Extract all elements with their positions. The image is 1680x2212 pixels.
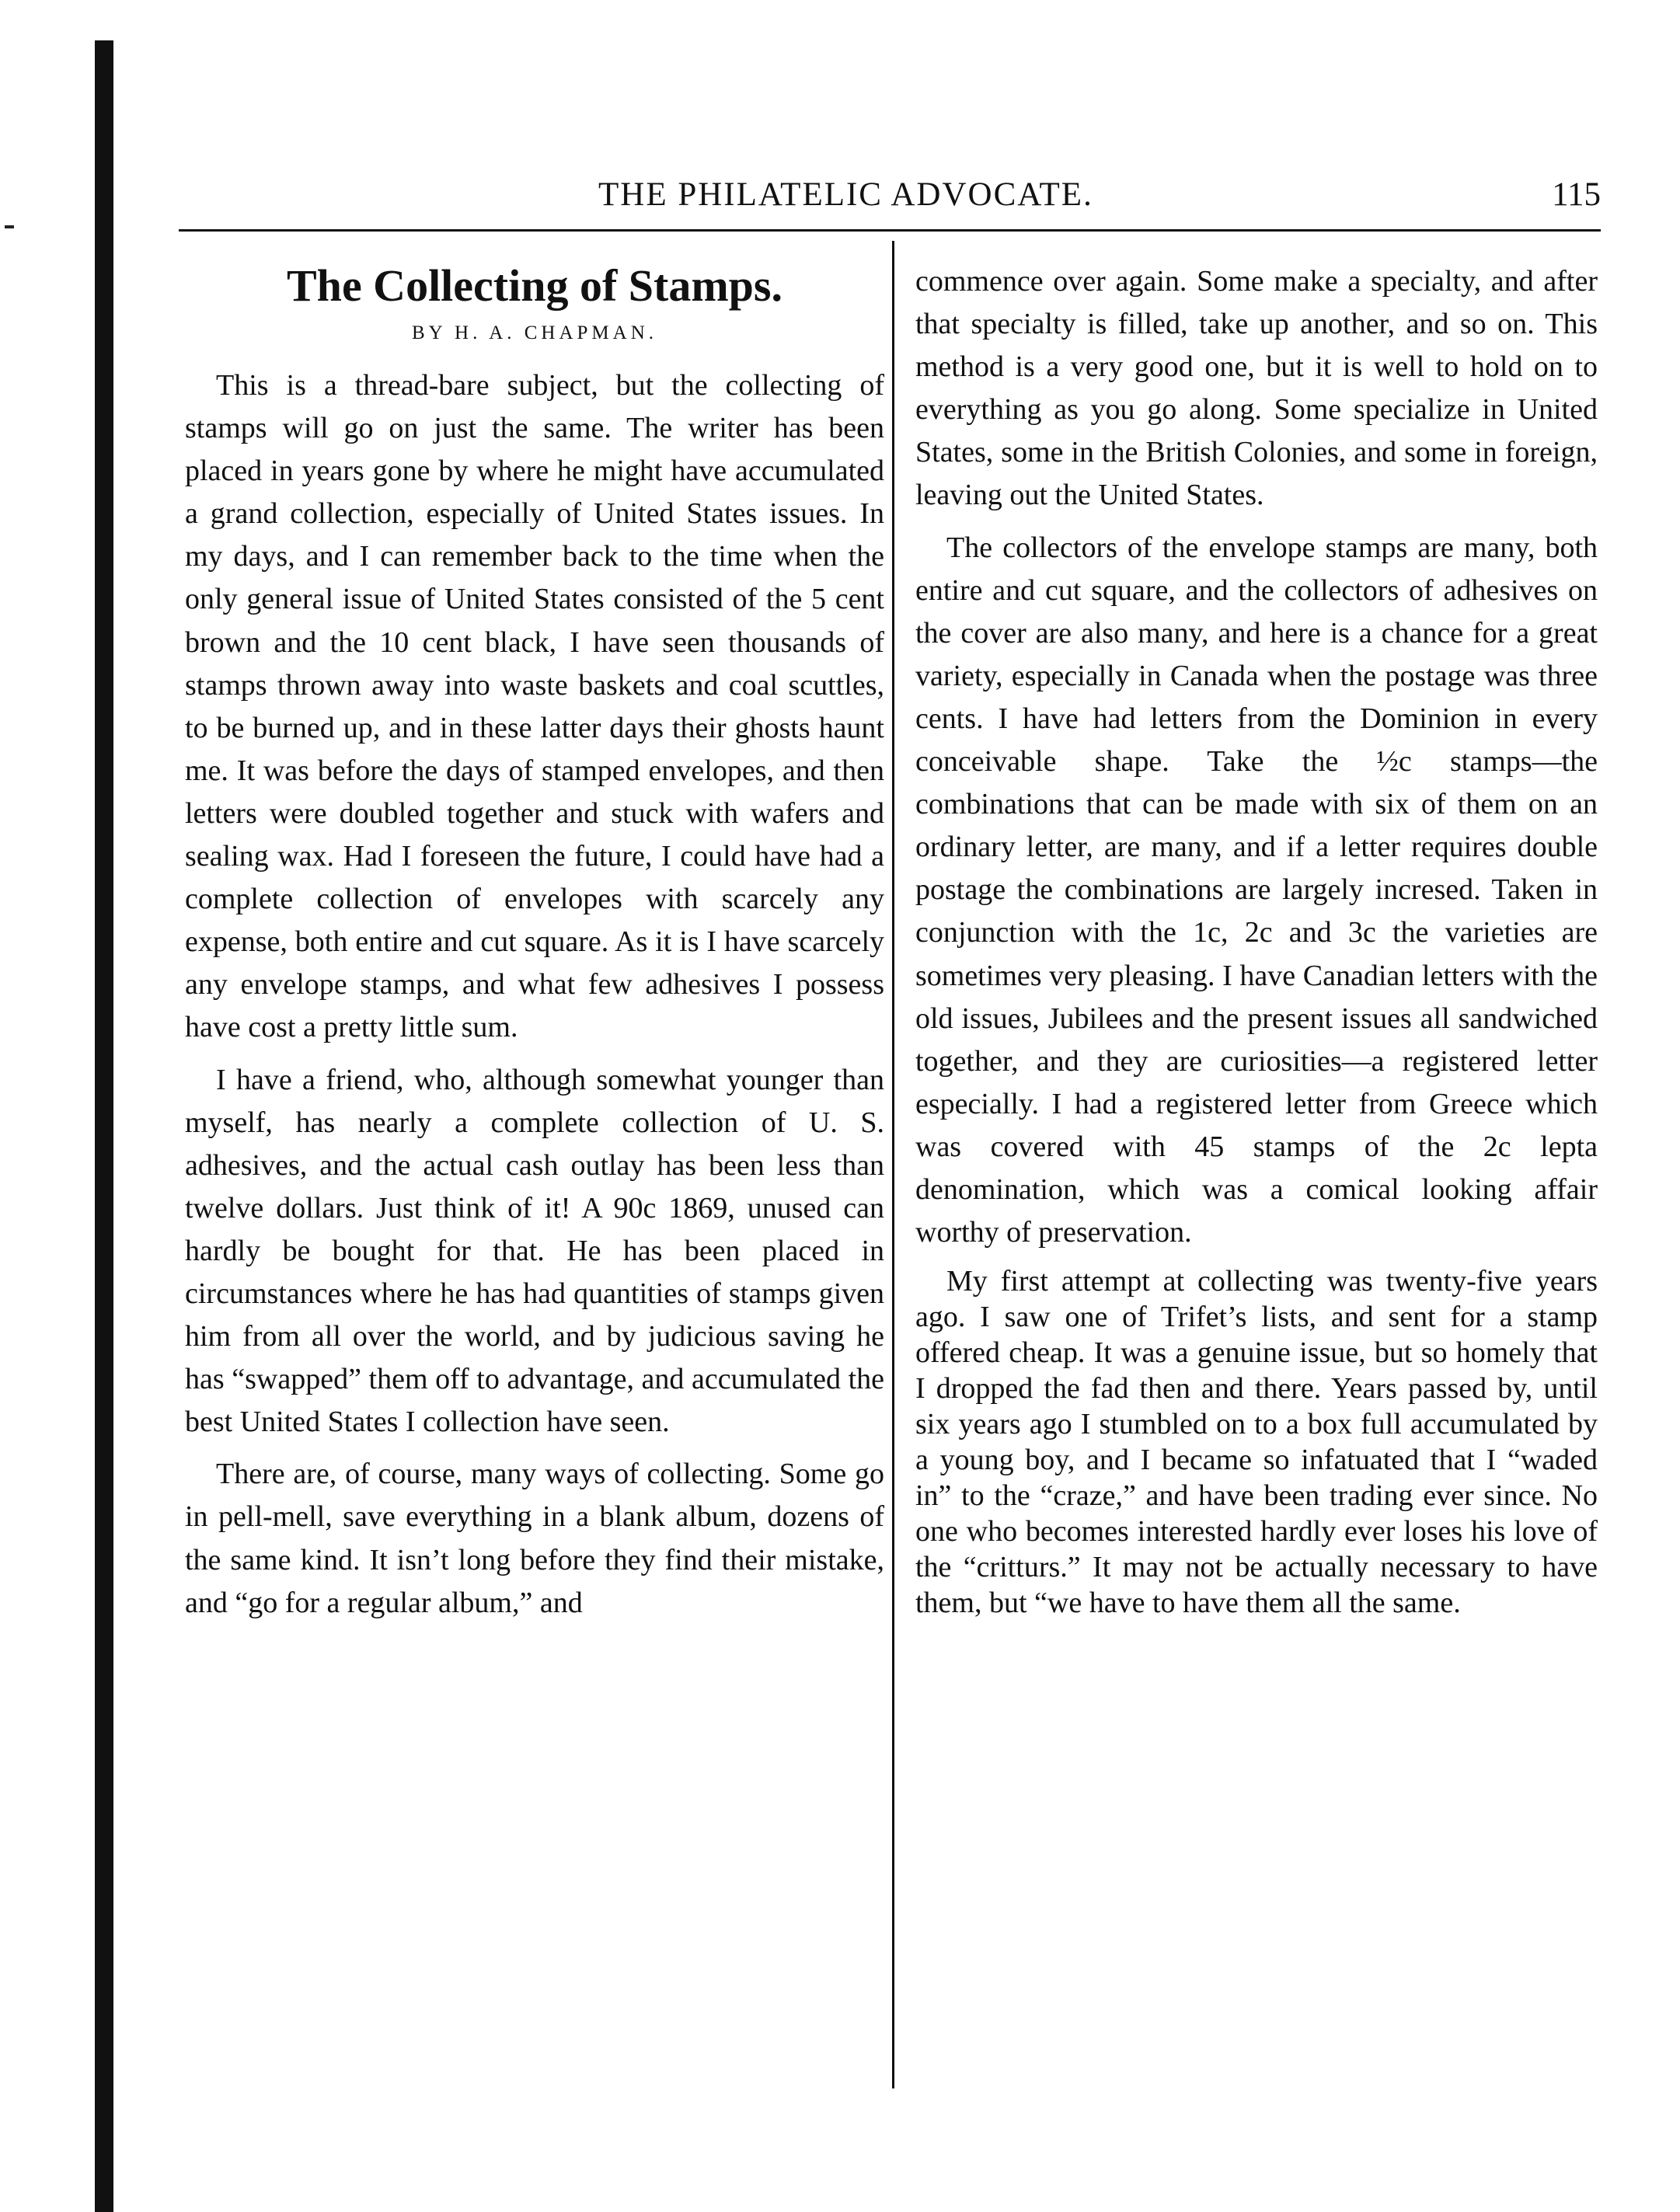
running-title: THE PHILATELIC ADVOCATE. — [598, 176, 1093, 213]
binding-edge-bar — [95, 40, 113, 2212]
header-rule — [179, 229, 1601, 232]
byline: BY H. A. CHAPMAN. — [411, 322, 658, 343]
running-header — [179, 176, 1601, 225]
left-column — [185, 260, 884, 1625]
page-number: 115 — [1552, 176, 1601, 213]
paragraph-3-part-2: commence over again. Some make a specialty, and after that specialty is filled, take up another, and so on. This method is a very good one, but it is well to hold on to everything as you go along. Some specialize in United States, some in the British Colonies, and some in foreign, leaving out the United States. — [915, 265, 1598, 512]
margin-mark — [5, 225, 14, 228]
paragraph-1: This is a thread-bare subject, but the collecting of stamps will go on just the same. The writer has been placed in years gone by where he might have accumulated a grand collection, especially of United States issues. In my days, and I can remember back to the time when the only general issue of United States consisted of the 5 cent brown and the 10 cent black, I have seen thousands of stamps thrown away into waste baskets and coal scuttles, to be burned up, and in these latter days their ghosts haunt me. It was before the days of stamped envelopes, and then letters were doubled together and stuck with wafers and sealing wax. Had I foreseen the future, I could have had a complete collection of envelopes with scarcely any expense, both entire and cut square. As it is I have scarcely any envelope stamps, and what few adhesives I possess have cost a pretty little sum. — [185, 369, 884, 1044]
paragraph-5: My first attempt at collecting was twenty-five years ago. I saw one of Trifet’s lists, and sent for a stamp offered cheap. It was a genuine issue, but so homely that I dropped the fad then and there. Years passed by, until six years ago I stumbled on to a box full accumulated by a young boy, and I became so infatuated that I “waded in” to the “craze,” and have been trading ever since. No one who becomes interested hardly ever loses his love of the “critturs.” It may not be actually necessary to have them, but “we have to have them all the same. — [915, 1265, 1598, 1620]
paragraph-3-part-1: There are, of course, many ways of collecting. Some go in pell-mell, save everything in a blank album, dozens of the same kind. It isn’t long before they find their mistake, and “go for a regular album,” and — [185, 1458, 884, 1619]
column-rule — [892, 241, 894, 2088]
right-column — [915, 260, 1598, 1621]
paragraph-2: I have a friend, who, although somewhat younger than myself, has nearly a complete collection of U. S. adhesives, and the actual cash outlay has been less than twelve dollars. Just think of it! A 90c 1869, unused can hardly be bought for that. He has been placed in circumstances where he has had quantities of stamps given him from all over the world, and by judicious saving he has “swapped” them off to advantage, and accumulated the best United States I collection have seen. — [185, 1063, 884, 1439]
article-title: The Collecting of Stamps. — [287, 260, 782, 311]
paragraph-4: The collectors of the envelope stamps are many, both entire and cut square, and the collectors of adhesives on the cover are also many, and here is a chance for a great variety, especially in Canada when the postage was three cents. I have had letters from the Dominion in every conceivable shape. Take the ½c stamps—the combinations that can be made with six of them on an ordinary letter, are many, and if a letter requires double postage the combinations are largely incresed. Taken in conjunction with the 1c, 2c and 3c the varieties are sometimes very pleasing. I have Canadian letters with the old issues, Jubilees and the present issues all sandwiched together, and they are curiosities—a registered letter especially. I had a registered letter from Greece which was covered with 45 stamps of the 2c lepta denomination, which was a comical looking affair worthy of preservation. — [915, 531, 1598, 1249]
